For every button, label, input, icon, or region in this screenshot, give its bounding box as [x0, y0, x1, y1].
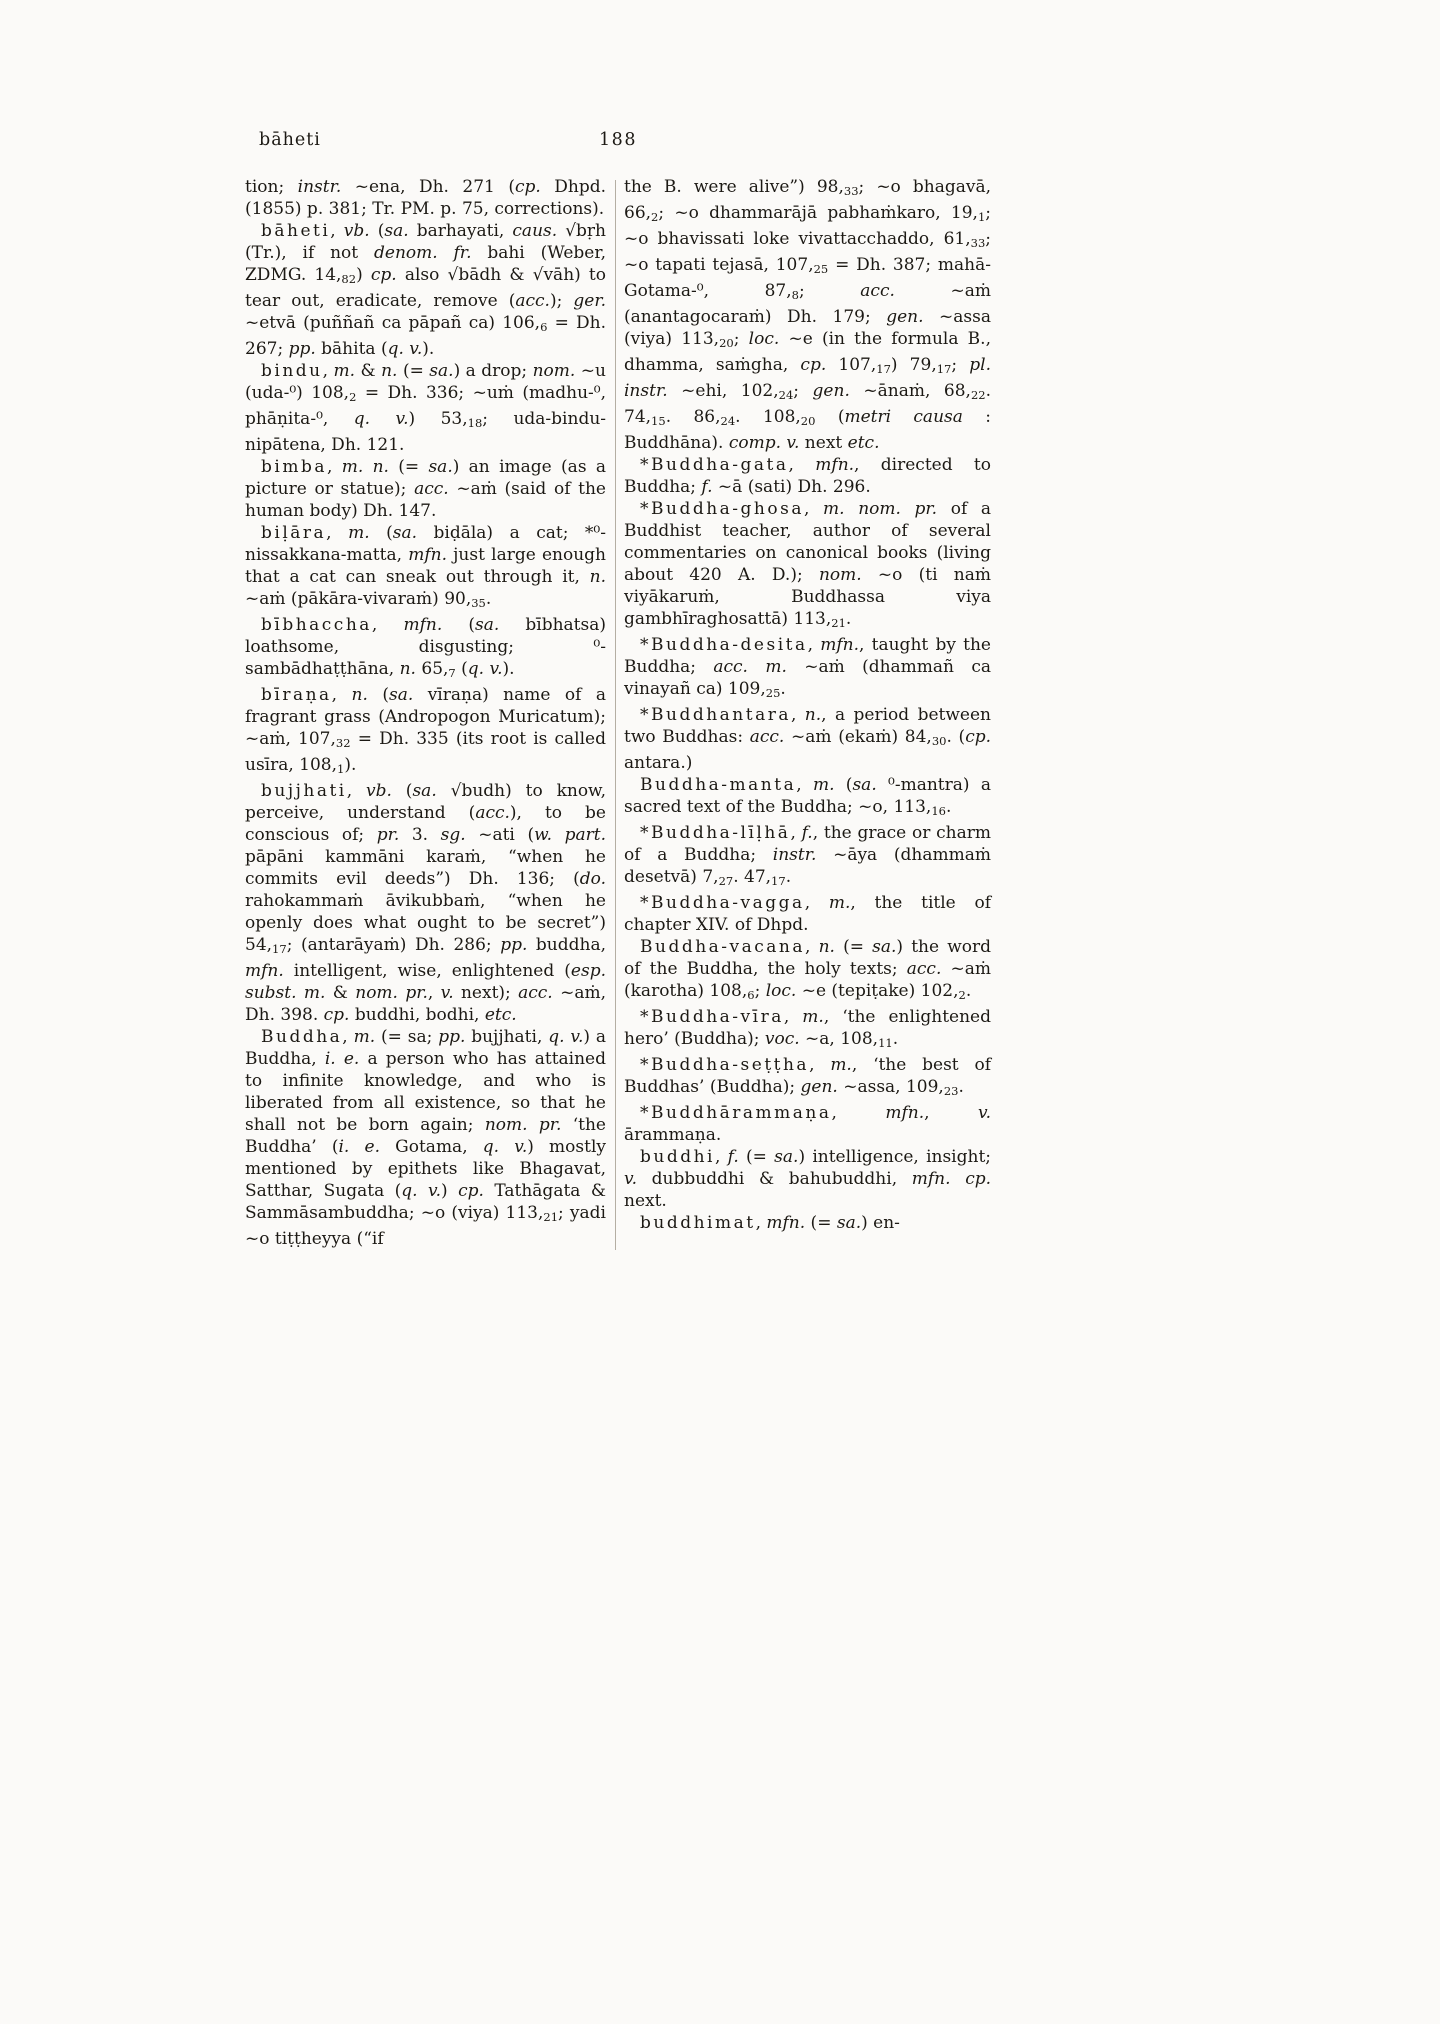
- line-reference: 24: [778, 388, 794, 402]
- line-reference: 22: [970, 388, 986, 402]
- dictionary-entry: Buddha, m. (= sa; pp. bujjhati, q. v.) a Buddha, i. e. a person who has attained to infinite knowledge, and who is liberated from all existence, so that he shall not be born again; nom. pr. ‘the Buddha’ (i. e. Gotama, q. v.) mostly mentioned by epithets like Bhagavat, Satthar, Sugata (q. v.) cp. Tathāgata & Sammāsambuddha; ~o (viya) 113,21; yadi ~o tiṭṭheyya (“if: [245, 1027, 607, 1249]
- running-head: [245, 130, 991, 156]
- line-reference: 17: [771, 874, 786, 888]
- headword: bīraṇa: [261, 685, 332, 705]
- dictionary-entry: bujjhati, vb. (sa. √budh) to know, perceive, understand (acc.), to be conscious of; pr. 3. sg. ~ati (w. part. pāpāni kammāni karaṁ, “when he commits evil deeds”) Dh. 136; (do. rahokammaṁ āvikubbaṁ, “when he openly does what ought to be secret”) 54,17; (antarāyaṁ) Dh. 286; pp. buddha, mfn. intelligent, wise, enlightened (esp. subst. m. & nom. pr., v. next); acc. ~aṁ, Dh. 398. cp. buddhi, bodhi, etc.: [245, 781, 606, 1025]
- line-reference: 18: [467, 416, 483, 430]
- line-reference: 2: [958, 988, 966, 1002]
- line-reference: 17: [936, 362, 952, 376]
- dictionary-entry: buddhimat, mfn. (= sa.) en-: [640, 1213, 900, 1233]
- line-reference: 33: [970, 236, 986, 250]
- line-reference: 8: [791, 288, 799, 302]
- line-reference: 21: [831, 616, 846, 630]
- dictionary-entry: bīraṇa, n. (sa. vīraṇa) name of a fragrant grass (Andropogon Muricatum); ~aṁ, 107,32 = Dh. 335 (its root is called usīra, 108,1).: [245, 685, 606, 776]
- line-reference: 15: [651, 414, 666, 428]
- headword: bujjhati: [261, 781, 347, 801]
- headword: buddhimat: [640, 1213, 756, 1233]
- text-columns: [245, 176, 991, 1250]
- headword: bindu: [261, 361, 323, 381]
- line-reference: 7: [448, 666, 456, 680]
- line-reference: 32: [335, 736, 351, 750]
- line-reference: 33: [843, 184, 859, 198]
- dictionary-entry: bimba, m. n. (= sa.) an image (as a picture or statue); acc. ~aṁ (said of the human body) Dh. 147.: [245, 457, 606, 521]
- headword: Buddha-manta: [640, 775, 797, 795]
- dictionary-entry: *Buddhantara, n., a period between two Buddhas: acc. ~aṁ (ekaṁ) 84,30. (cp. antara.): [624, 705, 991, 773]
- headword: *Buddha-seṭṭha: [640, 1055, 810, 1075]
- dictionary-entry: *Buddha-līḷhā, f., the grace or charm of a Buddha; instr. ~āya (dhammaṁ desetvā) 7,27. 47,17.: [624, 823, 991, 888]
- headword: biḷāra: [261, 523, 327, 543]
- column-divider: [615, 180, 616, 1250]
- headword: *Buddha-vīra: [640, 1007, 784, 1027]
- line-reference: 24: [720, 414, 736, 428]
- line-reference: 20: [719, 336, 734, 350]
- line-reference: 21: [543, 1210, 559, 1224]
- page-content: [245, 130, 991, 1250]
- dictionary-entry: bāheti, vb. (sa. barhayati, caus. √bṛh (Tr.), if not denom. fr. bahi (Weber, ZDMG. 14,82) cp. also √bādh & √vāh) to tear out, eradicate, remove (acc.); ger. ~etvā (puññañ ca pāpañ ca) 106,6 = Dh. 267; pp. bāhita (q. v.).: [245, 221, 607, 359]
- line-reference: 6: [747, 988, 755, 1002]
- line-reference: 2: [651, 210, 659, 224]
- headword: Buddha: [261, 1027, 343, 1047]
- line-reference: 16: [931, 804, 946, 818]
- right-column: [624, 176, 991, 1250]
- dictionary-entry: *Buddhārammaṇa, mfn., v. ārammaṇa.: [624, 1103, 991, 1145]
- page-header-word: bāheti: [259, 130, 321, 150]
- dictionary-entry: *Buddha-seṭṭha, m., ‘the best of Buddhas’ (Buddha); gen. ~assa, 109,23.: [624, 1055, 991, 1098]
- continuation-paragraph: the B. were alive”) 98,33; ~o bhagavā, 66,2; ~o dhammarājā pabhaṁkaro, 19,1; ~o bhavissati loke vivattacchaddo, 61,33; ~o tapati tejasā, 107,25 = Dh. 387; mahā-Gotama-⁰, 87,8; acc. ~aṁ (anantagocaraṁ) Dh. 179; gen. ~assa (viya) 113,20; loc. ~e (in the formula B., dhamma, saṁgha, cp. 107,17) 79,17; pl. instr. ~ehi, 102,24; gen. ~ānaṁ, 68,22. 74,15. 86,24. 108,20 (metri causa : Buddhāna). comp. v. next etc.: [624, 177, 992, 453]
- line-reference: 2: [349, 390, 357, 404]
- line-reference: 1: [977, 210, 986, 224]
- line-reference: 6: [540, 320, 548, 334]
- headword: bībhaccha: [261, 615, 372, 635]
- dictionary-entry: *Buddha-vagga, m., the title of chapter XIV. of Dhpd.: [624, 893, 991, 935]
- dictionary-entry: *Buddha-ghosa, m. nom. pr. of a Buddhist teacher, author of several commentaries on canonical books (living about 420 A. D.); nom. ~o (ti naṁ viyākaruṁ, Buddhassa viya gambhīraghosattā) 113,21.: [624, 499, 992, 630]
- dictionary-entry: Buddha-manta, m. (sa. ⁰-mantra) a sacred text of the Buddha; ~o, 113,16.: [624, 775, 991, 818]
- line-reference: 30: [931, 734, 947, 748]
- headword: *Buddha-ghosa: [640, 499, 804, 519]
- line-reference: 20: [800, 414, 816, 428]
- line-reference: 17: [876, 362, 891, 376]
- line-reference: 11: [878, 1036, 893, 1050]
- line-reference: 27: [718, 874, 734, 888]
- line-reference: 25: [813, 262, 829, 276]
- left-column: [245, 176, 606, 1250]
- line-reference: 23: [943, 1084, 959, 1098]
- headword: *Buddhantara: [640, 705, 791, 725]
- dictionary-entry: Buddha-vacana, n. (= sa.) the word of the Buddha, the holy texts; acc. ~aṁ (karotha) 108,6; loc. ~e (tepiṭake) 102,2.: [624, 937, 992, 1002]
- headword: *Buddhārammaṇa: [640, 1103, 832, 1123]
- dictionary-entry: bindu, m. & n. (= sa.) a drop; nom. ~u (uda-⁰) 108,2 = Dh. 336; ~uṁ (madhu-⁰, phāṇita-⁰, q. v.) 53,18; uda-bindu-nipātena, Dh. 121.: [245, 361, 607, 455]
- dictionary-entry: *Buddha-desita, mfn., taught by the Buddha; acc. m. ~aṁ (dhammañ ca vinayañ ca) 109,25.: [624, 635, 991, 700]
- headword: *Buddha-vagga: [640, 893, 805, 913]
- line-reference: 25: [765, 686, 781, 700]
- headword: *Buddha-gata: [640, 455, 789, 475]
- dictionary-entry: *Buddha-gata, mfn., directed to Buddha; f. ~ā (sati) Dh. 296.: [624, 455, 991, 497]
- line-reference: 35: [471, 596, 486, 610]
- headword: buddhi: [640, 1147, 715, 1167]
- dictionary-entry: biḷāra, m. (sa. biḍāla) a cat; *⁰-nissakkana-matta, mfn. just large enough that a cat can sneak out through it, n. ~aṁ (pākāra-vivaraṁ) 90,35.: [245, 523, 606, 610]
- headword: Buddha-vacana: [640, 937, 806, 957]
- line-reference: 1: [337, 762, 345, 776]
- dictionary-entry: buddhi, f. (= sa.) intelligence, insight; v. dubbuddhi & bahubuddhi, mfn. cp. next.: [624, 1147, 992, 1211]
- headword: bimba: [261, 457, 327, 477]
- dictionary-entry: bībhaccha, mfn. (sa. bībhatsa) loathsome, disgusting; ⁰-sambādhaṭṭhāna, n. 65,7 (q. v.).: [245, 615, 607, 680]
- line-reference: 17: [272, 942, 287, 956]
- continuation-paragraph: tion; instr. ~ena, Dh. 271 (cp. Dhpd. (1855) p. 381; Tr. PM. p. 75, corrections).: [245, 177, 606, 219]
- headword: *Buddha-desita: [640, 635, 808, 655]
- dictionary-entry: *Buddha-vīra, m., ‘the enlightened hero’ (Buddha); voc. ~a, 108,11.: [624, 1007, 991, 1050]
- headword: *Buddha-līḷhā: [640, 823, 791, 843]
- page-number: 188: [599, 130, 637, 150]
- line-reference: 82: [341, 272, 357, 286]
- headword: bāheti: [261, 221, 331, 241]
